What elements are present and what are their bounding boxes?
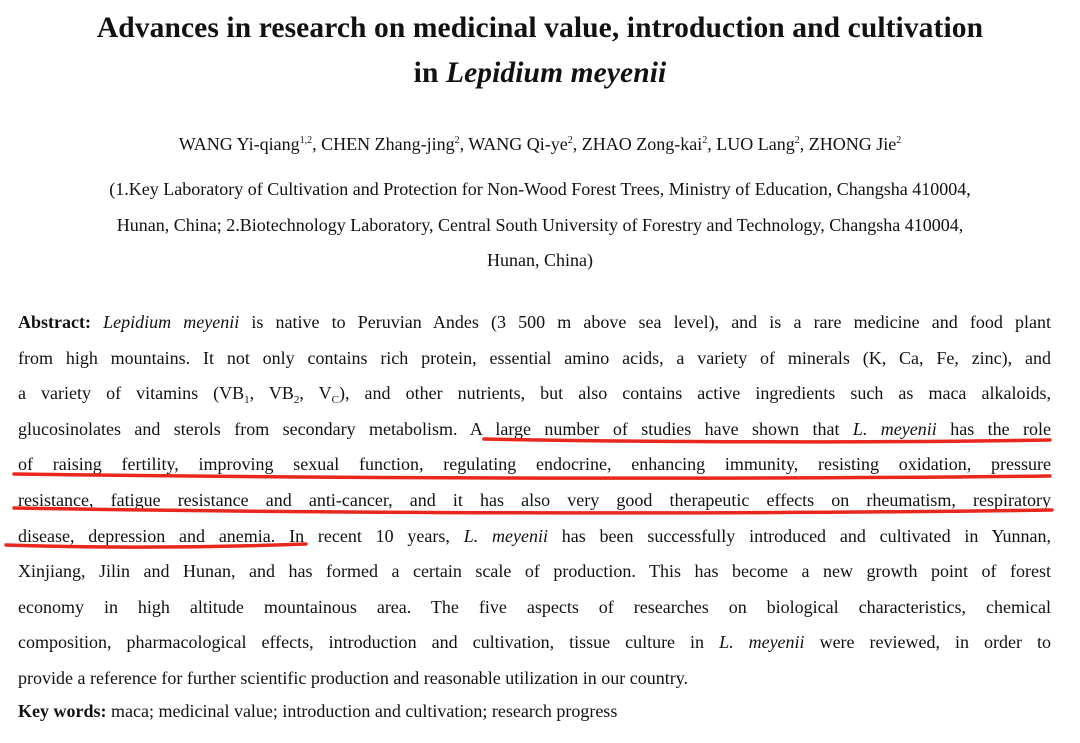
abstract-line: Abstract: Lepidium meyenii is native to Peruvian Andes (3 500 m above sea level), and is a rare medicine and food plant — [18, 312, 1051, 332]
abstract-label: Abstract: — [18, 312, 91, 332]
author: WANG Yi-qiang$^{1,2}$, — [178, 134, 322, 154]
abstract-line: economy in high altitude mountainous area. The five aspects of researches on biological characteristics, chemical — [18, 596, 1051, 617]
affiliation-line-1: (1.Key Laboratory of Cultivation and Protection for Non-Wood Forest Trees, Ministry of Education, Changsha 410004, — [109, 179, 971, 199]
author-list — [0, 130, 1080, 158]
abstract-line: resistance, fatigue resistance and anti-cancer, and it has also very good therapeutic effects on rheumatism, respiratory — [18, 489, 1051, 510]
author: ZHONG Jie$^2$ — [808, 134, 902, 154]
abstract-line: disease, depression and anemia. In recent 10 years, L. meyenii has been successfully introduced and cultivated in Yunnan, — [18, 525, 1052, 546]
paper-title — [0, 6, 1080, 96]
title-line-1: Advances in research on medicinal value, introduction and cultivation — [96, 12, 984, 44]
abstract-line: Xinjiang, Jilin and Hunan, and has formed a certain scale of production. This has become a new growth point of forest — [18, 561, 1051, 582]
author: ZHAO Zong-kai$^2$, — [581, 134, 717, 154]
abstract-line: from high mountains. It not only contains rich protein, essential amino acids, a variety of minerals (K, Ca, Fe, zinc), and — [18, 347, 1051, 368]
abstract-line: glucosinolates and sterols from secondary metabolism. A large number of studies have shown that L. meyenii has the role — [18, 418, 1052, 439]
author: CHEN Zhang-jing$^2$, — [321, 134, 469, 154]
abstract — [18, 305, 1051, 697]
affiliation-line-3: Hunan, China) — [487, 250, 593, 270]
species-name: Lepidium meyenii — [445, 57, 667, 89]
title-line-2: in Lepidium meyenii — [413, 57, 667, 89]
affiliations — [20, 172, 1060, 279]
abstract-line: a variety of vitamins ($VB_1$, $VB_2$, $V_C$), and other nutrients, but also contains active ingredients such as maca alkaloids, — [18, 383, 1051, 407]
affiliation-line-2: Hunan, China; 2.Biotechnology Laboratory, Central South University of Forestry and Technology, Changsha 410004, — [116, 214, 964, 235]
abstract-line: provide a reference for further scientific production and reasonable utilization in our country. — [18, 667, 689, 688]
keywords-text: maca; medicinal value; introduction and cultivation; research progress — [106, 701, 618, 721]
abstract-line: of raising fertility, improving sexual function, regulating endocrine, enhancing immunity, resisting oxidation, pressure — [18, 454, 1051, 475]
keywords — [18, 694, 1058, 728]
author: LUO Lang$^2$, — [716, 134, 809, 154]
abstract-line: composition, pharmacological effects, introduction and cultivation, tissue culture in L. meyenii were reviewed, in order to — [18, 632, 1052, 653]
author: WANG $Qi-ye^2$, — [468, 134, 582, 154]
keywords-label: Key words: — [18, 701, 107, 721]
